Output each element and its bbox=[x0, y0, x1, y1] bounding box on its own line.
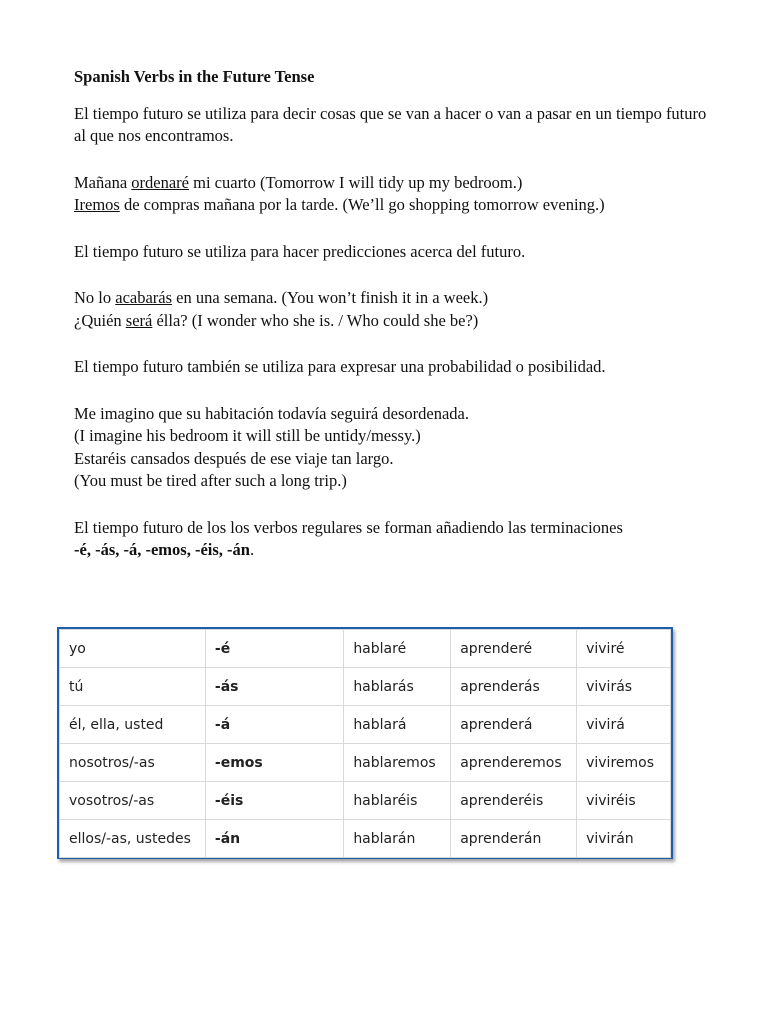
ending-cell: -éis bbox=[205, 782, 343, 820]
pronoun-cell: vosotros/-as bbox=[60, 782, 206, 820]
example-translation: (I imagine his bedroom it will still be untidy/messy.) bbox=[74, 426, 421, 445]
aprender-cell: aprenderé bbox=[451, 630, 577, 668]
example-translation: (You must be tired after such a long trip.) bbox=[74, 471, 347, 490]
table-row bbox=[60, 630, 671, 668]
endings-list: -é, -ás, -á, -emos, -éis, -án bbox=[74, 540, 250, 559]
regular-verbs-paragraph: El tiempo futuro de los los verbos regulares se forman añadiendo las terminaciones -é, -ás, -á, -emos, -éis, -án. bbox=[74, 517, 623, 559]
aprender-cell: aprenderemos bbox=[451, 744, 577, 782]
hablar-cell: hablaréis bbox=[344, 782, 451, 820]
aprender-cell: aprenderéis bbox=[451, 782, 577, 820]
pronoun-cell: ellos/-as, ustedes bbox=[60, 820, 206, 858]
pronoun-cell: tú bbox=[60, 668, 206, 706]
ending-cell: -é bbox=[205, 630, 343, 668]
vivir-cell: vivirás bbox=[577, 668, 671, 706]
ending-cell: -án bbox=[205, 820, 343, 858]
predictions-paragraph: El tiempo futuro se utiliza para hacer predicciones acerca del futuro. bbox=[74, 241, 526, 261]
table-row bbox=[60, 820, 671, 858]
ending-cell: -emos bbox=[205, 744, 343, 782]
underlined-verb: ordenaré bbox=[131, 172, 189, 192]
page-title: Spanish Verbs in the Future Tense bbox=[74, 67, 315, 86]
underlined-verb: acabarás bbox=[115, 288, 173, 307]
table-row bbox=[60, 782, 671, 820]
vivir-cell: vivirán bbox=[577, 820, 671, 858]
pronoun-cell: nosotros/-as bbox=[60, 744, 206, 782]
aprender-cell: aprenderá bbox=[451, 706, 577, 744]
pronoun-cell: él, ella, usted bbox=[60, 706, 206, 744]
example-sentence: ¿Quién será élla? (I wonder who she is. / Who could she be?) bbox=[74, 310, 479, 330]
hablar-cell: hablarán bbox=[344, 820, 451, 858]
pronoun-cell: yo bbox=[60, 630, 206, 668]
hablar-cell: hablaré bbox=[344, 630, 451, 668]
table-row bbox=[60, 744, 671, 782]
conjugation-table bbox=[57, 627, 673, 859]
ending-cell: -ás bbox=[205, 668, 343, 706]
hablar-cell: hablará bbox=[344, 706, 451, 744]
example-sentence: Me imagino que su habitación todavía seguirá desordenada. bbox=[74, 403, 469, 423]
vivir-cell: viviremos bbox=[577, 744, 671, 782]
aprender-cell: aprenderán bbox=[451, 820, 577, 858]
underlined-verb: será bbox=[125, 310, 153, 330]
ending-cell: -á bbox=[205, 706, 343, 744]
conjugation-table-body bbox=[60, 630, 671, 858]
hablar-cell: hablaremos bbox=[344, 744, 451, 782]
probability-paragraph: El tiempo futuro también se utiliza para expresar una probabilidad o posibilidad. bbox=[74, 357, 606, 376]
document-page bbox=[74, 66, 714, 562]
intro-paragraph: El tiempo futuro se utiliza para decir cosas que se van a hacer o van a pasar en un tiempo futuro al que nos encontramos. bbox=[74, 103, 707, 145]
vivir-cell: viviréis bbox=[577, 782, 671, 820]
example-sentence: No lo acabarás en una semana. (You won’t finish it in a week.) bbox=[74, 288, 489, 307]
table-row bbox=[60, 668, 671, 706]
underlined-verb: Iremos bbox=[74, 195, 120, 214]
example-sentence: Iremos de compras mañana por la tarde. (We’ll go shopping tomorrow evening.) bbox=[74, 195, 605, 214]
hablar-cell: hablarás bbox=[344, 668, 451, 706]
vivir-cell: viviré bbox=[577, 630, 671, 668]
aprender-cell: aprenderás bbox=[451, 668, 577, 706]
example-sentence: Estaréis cansados después de ese viaje tan largo. bbox=[74, 448, 394, 468]
example-sentence: Mañana ordenaré mi cuarto (Tomorrow I will tidy up my bedroom.) bbox=[74, 172, 523, 192]
vivir-cell: vivirá bbox=[577, 706, 671, 744]
table-row bbox=[60, 706, 671, 744]
